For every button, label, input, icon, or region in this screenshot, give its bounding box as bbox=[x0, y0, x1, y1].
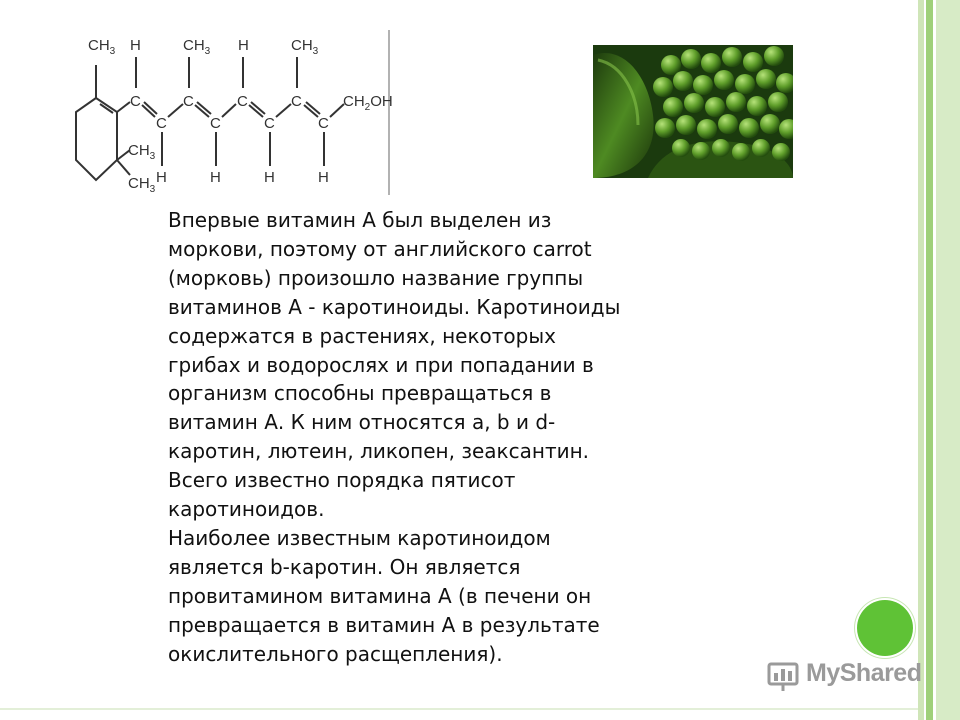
body-line: витаминов А - каротиноиды. Каротиноиды bbox=[168, 294, 621, 319]
svg-text:H: H bbox=[210, 169, 221, 186]
body-line: Наиболее известным каротиноидом bbox=[168, 525, 551, 550]
body-line: каротиноидов. bbox=[168, 497, 325, 522]
body-line: каротин, лютеин, ликопен, зеаксантин. bbox=[168, 439, 590, 464]
svg-text:H: H bbox=[318, 169, 329, 186]
svg-text:CH3: $CH_3$ bbox=[128, 142, 156, 162]
svg-text:CH3: $CH_3$ bbox=[88, 37, 116, 57]
body-line: содержатся в растениях, некоторых bbox=[168, 323, 556, 348]
body-line: окислительного расщепления). bbox=[168, 641, 503, 666]
watermark-text: MyShared bbox=[806, 659, 922, 687]
right-stripe-mid bbox=[926, 0, 933, 720]
svg-text:C: C bbox=[318, 115, 329, 132]
svg-text:C: C bbox=[291, 93, 302, 110]
right-stripe-wide bbox=[936, 0, 960, 720]
presentation-icon bbox=[766, 658, 802, 694]
body-line: моркови, поэтому от английского carrot bbox=[168, 236, 592, 261]
svg-text:C: C bbox=[237, 93, 248, 110]
body-line: организм способны превращаться в bbox=[168, 381, 552, 406]
body-line: Всего известно порядка пятисот bbox=[168, 468, 516, 493]
retinol-structure-formula bbox=[60, 20, 400, 200]
body-line: грибах и водорослях и при попадании в bbox=[168, 352, 594, 377]
svg-text:C: C bbox=[264, 115, 275, 132]
svg-text:C: C bbox=[156, 115, 167, 132]
right-stripe-thin bbox=[918, 0, 924, 720]
body-text bbox=[168, 206, 728, 669]
body-line: Впервые витамин А был выделен из bbox=[168, 208, 552, 232]
body-line: витамин А. К ним относятся a, b и d- bbox=[168, 410, 556, 435]
body-line: является b-каротин. Он является bbox=[168, 554, 521, 579]
svg-text:C: C bbox=[130, 93, 141, 110]
svg-text:H: H bbox=[156, 169, 167, 186]
decorative-green-circle bbox=[857, 600, 913, 656]
svg-text:H: H bbox=[130, 37, 141, 54]
body-line: превращается в витамин А в результате bbox=[168, 612, 600, 637]
svg-text:H: H bbox=[238, 37, 249, 54]
svg-text:H: H bbox=[264, 169, 275, 186]
svg-text:CH2OH: $CH_2OH$ bbox=[343, 93, 393, 113]
peas-illustration bbox=[593, 45, 793, 178]
body-line: (морковь) произошло название группы bbox=[168, 265, 584, 290]
svg-text:CH3: $CH_3$ bbox=[128, 175, 156, 195]
bottom-divider bbox=[0, 708, 918, 710]
svg-text:C: C bbox=[183, 93, 194, 110]
svg-text:C: C bbox=[210, 115, 221, 132]
myshared-watermark[interactable] bbox=[766, 656, 928, 696]
svg-text:CH3: $CH_3$ bbox=[183, 37, 211, 57]
svg-text:CH3: $CH_3$ bbox=[291, 37, 319, 57]
body-line: провитамином витамина А (в печени он bbox=[168, 583, 592, 608]
green-peas-photo bbox=[593, 45, 793, 178]
